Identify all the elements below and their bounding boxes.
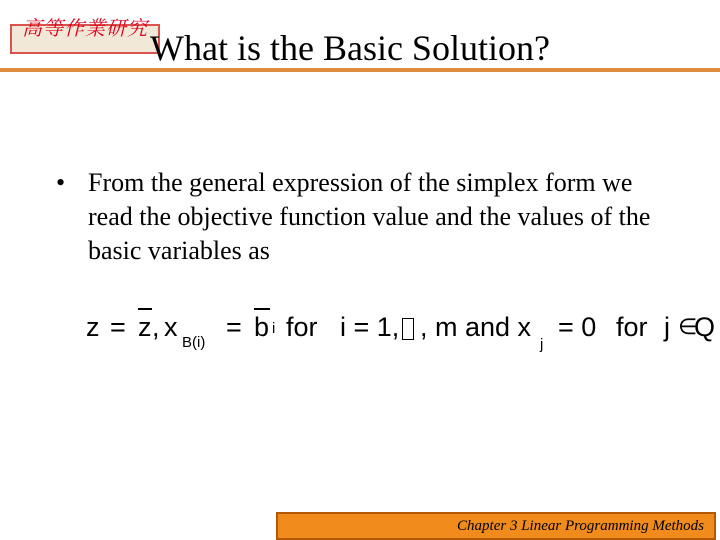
footer-banner [276, 512, 716, 540]
formula-overbar-z [138, 308, 152, 310]
footer-chapter-label: Chapter 3 Linear Programming Methods [457, 518, 704, 534]
formula-Q: Q [694, 312, 716, 342]
formula-i-eq: i = 1, [340, 312, 400, 342]
bullet-item [56, 166, 676, 268]
formula-for-2: for [616, 312, 648, 342]
bullet-symbol: • [56, 168, 66, 197]
formula-j: j [664, 312, 670, 342]
solution-formula [86, 300, 716, 360]
slide-title: What is the Basic Solution? [150, 28, 550, 68]
title-divider [0, 68, 720, 72]
formula-b: b [254, 312, 270, 342]
formula-sub-b: B(i) [182, 334, 206, 351]
formula-x1: x [164, 312, 178, 342]
formula-sub-j: j [540, 336, 544, 353]
formula-equals-2: = [226, 312, 242, 342]
logo-text: 高等作業研究 [22, 16, 148, 40]
formula-equals-1: = [110, 312, 126, 342]
formula-sub-i: i [272, 320, 276, 337]
formula-comma-1: , [152, 312, 160, 342]
formula-m-and: , m and x [420, 312, 532, 342]
bullet-text: From the general expression of the simplex form we read the objective function value and the values of the basic variables as [88, 168, 651, 265]
formula-z: z [86, 312, 100, 342]
formula-element-of: ∈ [678, 314, 698, 339]
formula-overbar-b [254, 308, 270, 310]
formula-missing-glyph [402, 318, 414, 340]
formula-eq-zero: = 0 [558, 312, 597, 342]
formula-zbar: z [138, 312, 152, 342]
formula-for-1: for [286, 312, 318, 342]
